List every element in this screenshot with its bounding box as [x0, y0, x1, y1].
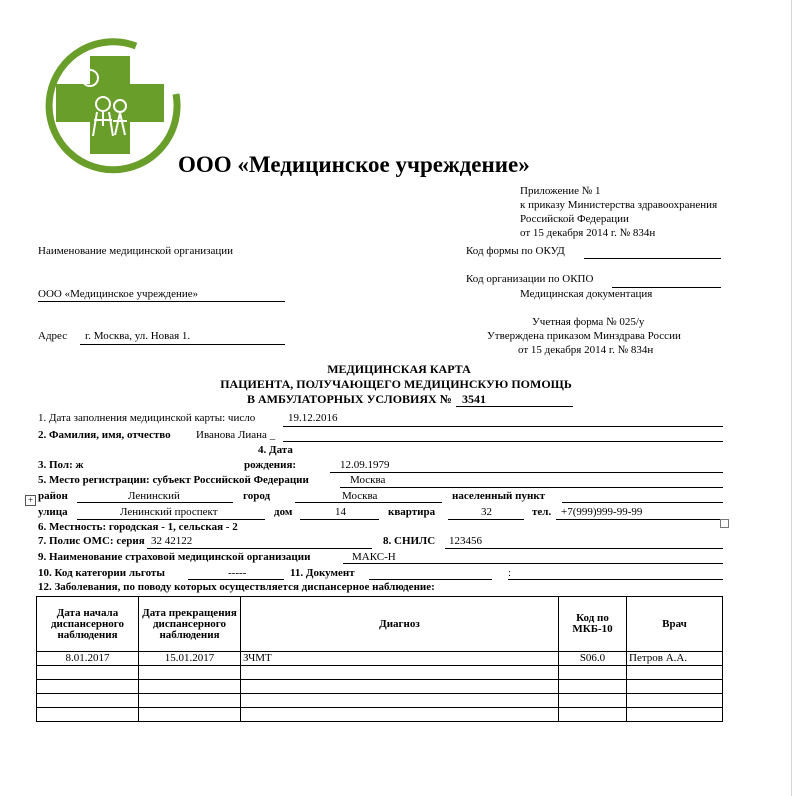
- cell-icd-code[interactable]: [559, 708, 627, 722]
- form-line3: от 15 декабря 2014 г. № 834н: [518, 344, 654, 356]
- address-label: Адрес: [38, 330, 68, 342]
- apt-value: 32: [481, 506, 492, 518]
- f9-label: 9. Наименование страховой медицинской организации: [38, 551, 311, 563]
- f7-label: 7. Полис ОМС: серия: [38, 535, 145, 547]
- table-row: [37, 666, 723, 680]
- f11-label: 11. Документ: [290, 567, 355, 579]
- street-label: улица: [38, 506, 68, 518]
- district-underline: [77, 502, 233, 503]
- tel-label: тел.: [532, 506, 552, 518]
- cell-icd-code[interactable]: S06.0: [559, 652, 627, 666]
- th-end-date: Дата прекращения диспансерного наблюдения: [139, 597, 241, 652]
- cell-icd-code[interactable]: [559, 694, 627, 708]
- org-value: ООО «Медицинское учреждение»: [38, 288, 199, 300]
- cell-diagnosis[interactable]: ЗЧМТ: [241, 652, 559, 666]
- cell-doctor[interactable]: [627, 694, 723, 708]
- f10-underline: [188, 579, 284, 580]
- table-row: [37, 652, 723, 666]
- f2-underline: [283, 441, 723, 442]
- appendix-line4: от 15 декабря 2014 г. № 834н: [520, 227, 656, 239]
- f3-label: 3. Пол: ж: [38, 459, 84, 471]
- cell-end-date[interactable]: 15.01.2017: [139, 652, 241, 666]
- okpo-label: Код организации по ОКПО: [466, 273, 594, 285]
- form-line1: Учетная форма № 025/у: [532, 316, 645, 328]
- cell-doctor[interactable]: [627, 666, 723, 680]
- appendix-line1: Приложение № 1: [520, 185, 601, 197]
- dispensary-table: [36, 596, 723, 722]
- cell-start-date[interactable]: [37, 666, 139, 680]
- f8-underline: [445, 548, 723, 549]
- f4-value: 12.09.1979: [340, 459, 390, 471]
- cell-start-date[interactable]: [37, 694, 139, 708]
- f10-label: 10. Код категории льготы: [38, 567, 165, 579]
- title-line2: ПАЦИЕНТА, ПОЛУЧАЮЩЕГО МЕДИЦИНСКУЮ ПОМОЩЬ: [220, 377, 572, 391]
- f11-colon: :: [508, 567, 512, 579]
- title-line3: В АМБУЛАТОРНЫХ УСЛОВИЯХ №: [247, 392, 452, 406]
- card-number-underline: [456, 406, 573, 407]
- tel-value: +7(999)999-99-99: [561, 506, 643, 518]
- f7-value: 32 42122: [151, 535, 193, 547]
- cell-start-date[interactable]: 8.01.2017: [37, 652, 139, 666]
- card-number: 3541: [462, 392, 486, 406]
- cell-end-date[interactable]: [139, 708, 241, 722]
- th-doctor: Врач: [627, 597, 723, 652]
- table-move-icon[interactable]: +: [25, 495, 36, 506]
- f4-label-a: 4. Дата: [258, 444, 293, 456]
- f5-label: 5. Место регистрации: субъект Российской Федерации: [38, 474, 309, 486]
- cell-start-date[interactable]: [37, 708, 139, 722]
- appendix-line2: к приказу Министерства здравоохранения: [520, 199, 718, 211]
- f5-value: Москва: [350, 474, 386, 486]
- f2-value: Иванова Лиана _: [196, 429, 276, 441]
- settlement-underline: [562, 502, 723, 503]
- table-row: [37, 708, 723, 722]
- table-header-row: [37, 597, 723, 652]
- address-value: г. Москва, ул. Новая 1.: [85, 330, 191, 342]
- cell-diagnosis[interactable]: [241, 666, 559, 680]
- cell-diagnosis[interactable]: [241, 680, 559, 694]
- city-underline: [295, 502, 442, 503]
- cell-doctor[interactable]: [627, 708, 723, 722]
- clinic-logo-icon: [40, 36, 182, 174]
- cell-diagnosis[interactable]: [241, 708, 559, 722]
- cell-diagnosis[interactable]: [241, 694, 559, 708]
- table-resize-handle[interactable]: [720, 519, 729, 528]
- district-label: район: [38, 490, 68, 502]
- cell-end-date[interactable]: [139, 666, 241, 680]
- f11-underline: [369, 579, 492, 580]
- f8-value: 123456: [449, 535, 482, 547]
- f5-underline: [340, 487, 723, 488]
- organization-title: ООО «Медицинское учреждение»: [178, 152, 530, 177]
- table-row: [37, 680, 723, 694]
- f1-underline: [283, 426, 723, 427]
- apt-underline: [448, 519, 524, 520]
- house-value: 14: [335, 506, 346, 518]
- cell-doctor[interactable]: Петров А.А.: [627, 652, 723, 666]
- cell-icd-code[interactable]: [559, 680, 627, 694]
- table-row: [37, 694, 723, 708]
- city-value: Москва: [342, 490, 378, 502]
- appendix-line3: Российской Федерации: [520, 213, 629, 225]
- f7-underline: [147, 548, 372, 549]
- apt-label: квартира: [388, 506, 436, 518]
- f1-value: 19.12.2016: [288, 412, 338, 424]
- cell-end-date[interactable]: [139, 694, 241, 708]
- settlement-label: населенный пункт: [452, 490, 546, 502]
- f9-value: МАКС-Н: [352, 551, 396, 563]
- cell-end-date[interactable]: [139, 680, 241, 694]
- f12-label: 12. Заболевания, по поводу которых осуществляется диспансерное наблюдение:: [38, 581, 435, 593]
- house-underline: [300, 519, 379, 520]
- f9-underline: [343, 563, 723, 564]
- city-label: город: [243, 490, 271, 502]
- f8-label: 8. СНИЛС: [383, 535, 436, 547]
- tel-underline: [556, 519, 723, 520]
- okud-label: Код формы по ОКУД: [466, 245, 565, 257]
- form-line2: Утверждена приказом Минздрава России: [487, 330, 681, 342]
- address-underline: [80, 344, 285, 345]
- street-value: Ленинский проспект: [120, 506, 218, 518]
- house-label: дом: [274, 506, 293, 518]
- f4-underline: [330, 472, 723, 473]
- f4-label-b: рождения:: [244, 459, 297, 471]
- okud-underline: [584, 258, 721, 259]
- cell-start-date[interactable]: [37, 680, 139, 694]
- f10-value: -----: [228, 567, 247, 579]
- org-label: Наименование медицинской организации: [38, 245, 233, 257]
- cell-doctor[interactable]: [627, 680, 723, 694]
- th-icd-code: Код по МКБ-10: [559, 597, 627, 652]
- district-value: Ленинский: [128, 490, 180, 502]
- f11-extra-underline: [508, 579, 723, 580]
- street-underline: [77, 519, 265, 520]
- f2-label: 2. Фамилия, имя, отчество: [38, 429, 171, 441]
- th-diagnosis: Диагноз: [241, 597, 559, 652]
- th-start-date: Дата начала диспансерного наблюдения: [37, 597, 139, 652]
- cell-icd-code[interactable]: [559, 666, 627, 680]
- f1-label: 1. Дата заполнения медицинской карты: число: [38, 412, 256, 424]
- f6-label: 6. Местность: городская - 1, сельская - 2: [38, 521, 238, 533]
- doc-type: Медицинская документация: [520, 288, 653, 300]
- title-line1: МЕДИЦИНСКАЯ КАРТА: [327, 362, 471, 376]
- org-underline: [38, 301, 285, 302]
